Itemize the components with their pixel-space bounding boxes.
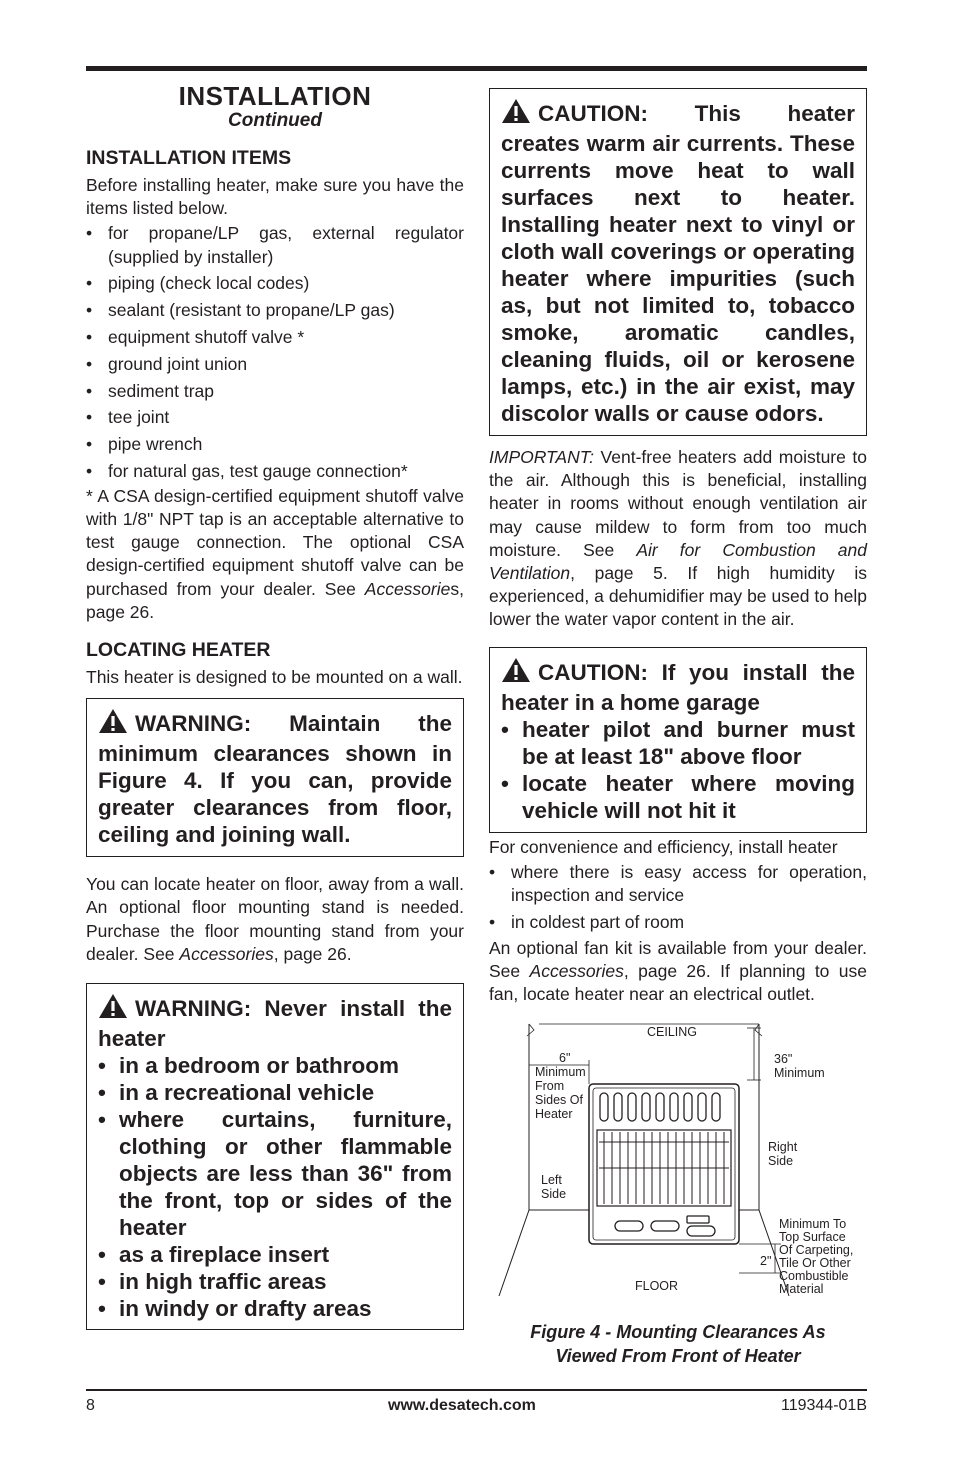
page-number: 8 — [86, 1397, 95, 1414]
list-item: • locate heater where moving vehicle will not hit it — [501, 770, 855, 824]
important-text: Vent-free heaters add moisture to the air. Although this is beneficial, installing heater in rooms without enough ventilation air may cause mildew to form from too much moisture. See — [489, 447, 867, 560]
caption-line-1: Figure 4 - Mounting Clearances As — [530, 1322, 826, 1343]
list-item: • heater pilot and burner must be at least 18" above floor — [501, 716, 855, 770]
floor-mounting-text — [86, 873, 464, 966]
footnote — [86, 485, 464, 624]
floor-text-page: , page 26. — [273, 943, 352, 964]
warning-triangle-icon — [98, 708, 128, 740]
list-item: • pipe wrench — [86, 433, 464, 456]
list-item: • ground joint union — [86, 353, 464, 376]
footnote-page: s, page 26. — [86, 578, 464, 622]
locating-heater-heading: LOCATING HEATER — [86, 639, 271, 661]
caption-line-2: Viewed From Front of Heater — [555, 1346, 801, 1367]
two-inch-desc-4: Tile Or Other — [779, 1256, 851, 1271]
list-item: • as a fireplace insert — [98, 1241, 452, 1268]
locating-heater-intro: This heater is designed to be mounted on a wall. — [86, 667, 463, 687]
caution-box-air-currents — [489, 88, 867, 436]
list-item: • in a bedroom or bathroom — [98, 1052, 452, 1079]
warning-list — [98, 1052, 452, 1322]
right-column — [489, 88, 867, 1368]
six-inch-desc-1: Minimum — [535, 1065, 586, 1080]
warning-title: WARNING: Never install the heater — [98, 996, 452, 1052]
six-inch-desc-4: Heater — [535, 1107, 573, 1122]
two-inch-label: 2" — [760, 1254, 772, 1269]
ventilation-reference: Air for Combustion and Ventilation — [489, 539, 867, 584]
floor-text: You can locate heater on floor, away from a wall. An optional floor mounting stand is needed. Purchase the floor mounting stand from your dealer. See — [86, 874, 464, 964]
list-item: • equipment shutoff valve * — [86, 326, 464, 349]
accessories-reference: Accessories — [179, 943, 274, 964]
figure-caption — [489, 1320, 867, 1368]
important-label: IMPORTANT: — [489, 447, 594, 467]
right-side-label-1: Right — [768, 1140, 798, 1155]
installation-items-intro: Before installing heater, make sure you have the items listed below. — [86, 175, 464, 219]
list-item: • sediment trap — [86, 380, 464, 403]
list-item: • for propane/LP gas, external regulator (supplied by installer) — [86, 222, 464, 268]
warning-box-clearances — [86, 698, 464, 857]
two-inch-desc-6: Material — [779, 1282, 824, 1297]
convenience-intro: For convenience and efficiency, install heater — [489, 836, 838, 857]
caution-title: CAUTION: If you install the heater in a home garage — [501, 659, 855, 715]
right-side-label-2: Side — [768, 1154, 794, 1169]
list-item: • in a recreational vehicle — [98, 1079, 452, 1106]
installation-items-heading: INSTALLATION ITEMS — [86, 147, 292, 169]
accessories-reference: Accessorie — [364, 578, 451, 599]
thirtysix-inch-label: 36" — [774, 1052, 793, 1067]
fan-text: An optional fan kit is available from your dealer. See — [489, 937, 867, 981]
caution-list — [501, 716, 855, 824]
fan-kit-paragraph — [489, 937, 867, 1007]
list-item: • tee joint — [86, 406, 464, 429]
footer-rule — [86, 1389, 867, 1391]
six-inch-desc-3: Sides Of — [535, 1093, 583, 1108]
two-inch-desc-3: Of Carpeting, — [779, 1243, 854, 1258]
important-paragraph — [489, 446, 867, 632]
footer-url[interactable]: www.desatech.com — [388, 1397, 536, 1414]
list-item: • for natural gas, test gauge connection* — [86, 460, 464, 483]
ceiling-label: CEILING — [647, 1025, 698, 1040]
list-item: • in coldest part of room — [489, 911, 867, 934]
left-side-label-1: Left — [541, 1173, 562, 1188]
clearance-diagram — [489, 1018, 867, 1314]
warning-triangle-icon — [98, 993, 128, 1025]
figure-mounting-clearances — [489, 1018, 867, 1314]
warning-box-never-install — [86, 983, 464, 1330]
two-inch-desc-2: Top Surface — [779, 1230, 846, 1245]
list-item: • in high traffic areas — [98, 1268, 452, 1295]
installation-items-list — [86, 222, 464, 483]
document-id: 119344-01B — [781, 1397, 867, 1414]
list-item: • where curtains, furniture, clothing or other flammable objects are less than 36" from the front, top or sides of the heater — [98, 1106, 452, 1241]
six-inch-desc-2: From — [535, 1079, 565, 1094]
warning-triangle-icon — [501, 98, 531, 130]
two-inch-desc-1: Minimum To — [779, 1217, 847, 1232]
list-item: • where there is easy access for operation, inspection and service — [489, 861, 867, 907]
left-column — [86, 82, 464, 1330]
warning-triangle-icon — [501, 657, 531, 689]
accessories-reference: Accessories — [529, 960, 624, 981]
six-inch-label: 6" — [559, 1051, 571, 1066]
fan-text-end: , page 26. If planning to use fan, locate heater near an electrical outlet. — [489, 960, 868, 1005]
list-item: • in windy or drafty areas — [98, 1295, 452, 1322]
warning-text: WARNING: Maintain the minimum clearances shown in Figure 4. If you can, provide greater clearances from floor, ceiling and joining wall. — [98, 711, 452, 848]
left-side-label-2: Side — [541, 1187, 567, 1202]
thirtysix-inch-desc: Minimum — [774, 1066, 825, 1081]
two-inch-desc-5: Combustible — [779, 1269, 849, 1284]
caution-box-garage — [489, 647, 867, 833]
section-title: INSTALLATION — [178, 81, 372, 111]
section-subtitle: Continued — [228, 110, 322, 131]
list-item: • sealant (resistant to propane/LP gas) — [86, 299, 464, 322]
top-rule — [86, 66, 867, 71]
floor-label: FLOOR — [635, 1279, 679, 1294]
caution-text: CAUTION: This heater creates warm air currents. These currents move heat to wall surfaces next to heater. Installing heater next to vinyl or cloth wall coverings or operating heater where impurities (such as, but not limited to, tobacco smoke, aromatic candles, cleaning fluids, oil or kerosene lamps, etc.) in the air exist, may discolor walls or cause odors. — [501, 101, 855, 426]
footnote-text: * A CSA design-certified equipment shutoff valve with 1/8" NPT tap is an acceptable alternative to test gauge connection. The optional CSA design-certified equipment shutoff valve can be purchased from your dealer. See — [86, 485, 464, 599]
important-text-end: , page 5. If high humidity is experienced, a dehumidifier may be used to help lower the water vapor content in the air. — [489, 563, 867, 630]
list-item: • piping (check local codes) — [86, 272, 464, 295]
convenience-list — [489, 861, 867, 934]
